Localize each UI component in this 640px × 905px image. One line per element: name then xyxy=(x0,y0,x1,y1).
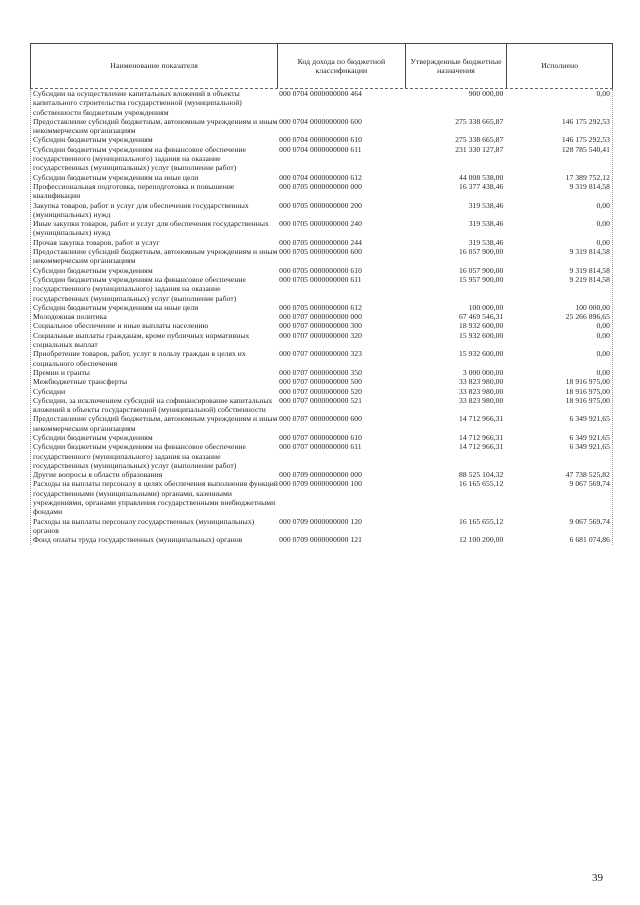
header-code: Код дохода по бюджетной классификации xyxy=(278,44,406,88)
row-approved: 33 823 980,00 xyxy=(459,386,504,396)
table-body xyxy=(30,89,613,545)
table-row xyxy=(31,238,612,247)
row-executed: 9 319 814,58 xyxy=(569,181,610,191)
table-row xyxy=(31,349,612,368)
row-code: 000 0707 0000000000 000 xyxy=(279,312,362,322)
row-executed: 6 681 074,86 xyxy=(569,535,610,545)
row-code: 000 0705 0000000000 612 xyxy=(279,302,362,312)
row-code: 000 0707 0000000000 350 xyxy=(279,367,362,377)
row-code: 000 0704 0000000000 600 xyxy=(279,116,362,126)
row-approved: 88 525 104,32 xyxy=(459,470,504,480)
row-executed: 6 349 921,65 xyxy=(569,432,610,442)
row-executed: 100 000,00 xyxy=(575,302,610,312)
table-row xyxy=(31,387,612,396)
row-executed: 9 067 569,74 xyxy=(569,479,610,489)
row-name: Предоставление субсидий бюджетным, автономным учреждениям и иным некоммерческим организациям xyxy=(33,414,278,433)
table-row xyxy=(31,442,612,470)
header-name: Наименование показателя xyxy=(31,44,278,88)
row-name: Закупка товаров, работ и услуг для обеспечения государственных (муниципальных) нужд xyxy=(33,200,249,219)
table-row xyxy=(31,117,612,136)
header-approved: Утвержденные бюджетные назначения xyxy=(406,44,508,88)
row-name: Субсидии, за исключением субсидий на софинансирование капитальных вложений в объекты государственной (муниципальной) собственности xyxy=(33,395,273,415)
row-executed: 0,00 xyxy=(596,349,610,359)
row-executed: 0,00 xyxy=(596,321,610,331)
table-row xyxy=(31,331,612,350)
table-row xyxy=(31,433,612,442)
row-approved: 16 165 655,12 xyxy=(459,479,504,489)
row-approved: 100 000,00 xyxy=(468,302,504,312)
row-executed: 47 738 525,82 xyxy=(565,470,610,480)
row-name: Предоставление субсидий бюджетным, автономным учреждениям и иным некоммерческим организациям xyxy=(33,116,278,136)
row-name: Субсидии бюджетным учреждениям xyxy=(33,265,153,275)
row-approved: 14 712 966,31 xyxy=(459,442,504,452)
table-row xyxy=(31,479,612,516)
row-executed: 17 389 752,12 xyxy=(565,172,610,182)
row-code: 000 0709 0000000000 000 xyxy=(279,470,362,480)
header-executed: Исполнено xyxy=(541,61,579,71)
table-row xyxy=(31,266,612,275)
row-name: Премии и гранты xyxy=(33,367,90,377)
row-name: Другие вопросы в области образования xyxy=(33,470,163,480)
row-executed: 128 785 540,41 xyxy=(561,144,610,154)
table-row xyxy=(31,312,612,321)
table-row xyxy=(31,201,612,220)
table-row xyxy=(31,303,612,312)
row-name: Субсидии бюджетным учреждениям xyxy=(33,135,153,145)
table-row xyxy=(31,535,612,544)
row-code: 000 0707 0000000000 300 xyxy=(279,321,362,331)
row-code: 000 0704 0000000000 464 xyxy=(279,89,362,98)
table-header xyxy=(30,43,613,89)
row-name: Иные закупки товаров, работ и услуг для обеспечения государственных (муниципальных) нужд xyxy=(33,219,269,238)
table-row xyxy=(31,247,612,266)
row-code: 000 0705 0000000000 200 xyxy=(279,200,362,210)
row-code: 000 0705 0000000000 240 xyxy=(279,219,362,229)
row-name: Субсидии xyxy=(33,386,66,396)
row-code: 000 0707 0000000000 600 xyxy=(279,414,362,424)
table-row xyxy=(31,145,612,173)
table-row xyxy=(31,182,612,201)
table-row xyxy=(31,396,612,415)
row-approved: 44 008 538,00 xyxy=(459,172,504,182)
table-row xyxy=(31,275,612,303)
row-name: Предоставление субсидий бюджетным, автономным учреждениям и иным некоммерческим организациям xyxy=(33,247,278,266)
row-name: Приобретение товаров, работ, услуг в пользу граждан в целях их социального обеспечения xyxy=(33,349,246,368)
table-row xyxy=(31,517,612,536)
row-name: Социальные выплаты гражданам, кроме публичных нормативных социальных выплат xyxy=(33,330,250,350)
table-row xyxy=(31,414,612,433)
row-approved: 231 330 127,87 xyxy=(455,144,504,154)
row-approved: 14 712 966,31 xyxy=(459,432,504,442)
row-code: 000 0707 0000000000 610 xyxy=(279,432,362,442)
row-code: 000 0704 0000000000 610 xyxy=(279,135,362,145)
row-executed: 0,00 xyxy=(596,367,610,377)
row-executed: 0,00 xyxy=(596,237,610,247)
table-row xyxy=(31,89,612,117)
row-name: Профессиональная подготовка, переподготовка и повышение квалификации xyxy=(33,181,235,201)
row-executed: 0,00 xyxy=(596,330,610,340)
row-approved: 319 538,46 xyxy=(468,219,504,229)
row-executed: 9 319 814,58 xyxy=(569,265,610,275)
row-code: 000 0707 0000000000 320 xyxy=(279,330,362,340)
row-code: 000 0709 0000000000 120 xyxy=(279,516,362,526)
row-code: 000 0709 0000000000 121 xyxy=(279,535,362,545)
row-executed: 9 219 814,58 xyxy=(569,274,610,284)
row-executed: 18 916 975,00 xyxy=(565,377,610,387)
row-code: 000 0707 0000000000 500 xyxy=(279,377,362,387)
table-row xyxy=(31,219,612,238)
row-name: Молодежная политика xyxy=(33,312,107,322)
row-code: 000 0705 0000000000 244 xyxy=(279,237,362,247)
row-approved: 319 538,46 xyxy=(468,200,504,210)
row-name: Субсидии бюджетным учреждениям на финансовое обеспечение государственного (муниципального) задания на оказание государственных (муниципальных) услуг (выполнение работ) xyxy=(33,144,246,173)
row-name: Социальное обеспечение и иные выплаты населению xyxy=(33,321,209,331)
row-approved: 16 165 655,12 xyxy=(459,516,504,526)
row-code: 000 0704 0000000000 612 xyxy=(279,172,362,182)
row-code: 000 0707 0000000000 611 xyxy=(279,442,362,452)
row-approved: 18 932 600,00 xyxy=(459,321,504,331)
row-executed: 146 175 292,53 xyxy=(561,116,610,126)
row-approved: 12 100 200,00 xyxy=(459,535,504,545)
row-approved: 67 469 546,31 xyxy=(459,312,504,322)
row-code: 000 0707 0000000000 521 xyxy=(279,395,362,405)
row-code: 000 0705 0000000000 611 xyxy=(279,274,362,284)
row-name: Межбюджетные трансферты xyxy=(33,377,128,387)
row-approved: 33 823 980,00 xyxy=(459,395,504,405)
row-approved: 275 338 665,87 xyxy=(455,116,504,126)
row-name: Расходы на выплаты персоналу государственных (муниципальных) органов xyxy=(33,516,255,535)
row-name: Субсидии бюджетным учреждениям на финансовое обеспечение государственного (муниципального) задания на оказание государственных (муниципальных) услуг (выполнение работ) xyxy=(33,274,246,303)
page-number: 39 xyxy=(592,872,603,884)
row-executed: 18 916 975,00 xyxy=(565,395,610,405)
row-code: 000 0705 0000000000 000 xyxy=(279,181,362,191)
table-row xyxy=(31,470,612,479)
row-approved: 33 823 980,00 xyxy=(459,377,504,387)
row-approved: 14 712 966,31 xyxy=(459,414,504,424)
table-row xyxy=(31,173,612,182)
row-approved: 3 000 000,00 xyxy=(462,367,504,377)
row-code: 000 0705 0000000000 600 xyxy=(279,247,362,257)
row-name: Субсидии бюджетным учреждениям на финансовое обеспечение государственного (муниципального) задания на оказание государственных (муниципальных) услуг (выполнение работ) xyxy=(33,442,246,470)
row-code: 000 0709 0000000000 100 xyxy=(279,479,362,489)
row-executed: 0,00 xyxy=(596,219,610,229)
table-row xyxy=(31,135,612,144)
row-code: 000 0707 0000000000 520 xyxy=(279,386,362,396)
table-row xyxy=(31,377,612,386)
row-code: 000 0705 0000000000 610 xyxy=(279,265,362,275)
row-approved: 15 957 900,00 xyxy=(459,274,504,284)
table-row xyxy=(31,368,612,377)
row-name: Субсидии бюджетным учреждениям на иные цели xyxy=(33,302,199,312)
row-code: 000 0707 0000000000 323 xyxy=(279,349,362,359)
row-executed: 146 175 292,53 xyxy=(561,135,610,145)
row-approved: 900 000,00 xyxy=(468,89,504,98)
row-approved: 319 538,46 xyxy=(468,237,504,247)
row-name: Субсидии на осуществление капитальных вложений в объекты капитального строительства государственной (муниципальной) собственности бюджетным учреждениям xyxy=(33,89,242,117)
row-executed: 6 349 921,65 xyxy=(569,414,610,424)
row-executed: 0,00 xyxy=(596,200,610,210)
budget-table xyxy=(30,43,613,545)
row-name: Прочая закупка товаров, работ и услуг xyxy=(33,237,160,247)
row-executed: 25 266 896,65 xyxy=(565,312,610,322)
row-approved: 16 377 438,46 xyxy=(459,181,504,191)
row-executed: 6 349 921,65 xyxy=(569,442,610,452)
row-approved: 15 932 600,00 xyxy=(459,349,504,359)
row-executed: 9 319 814,58 xyxy=(569,247,610,257)
row-name: Субсидии бюджетным учреждениям xyxy=(33,432,153,442)
row-approved: 16 057 900,00 xyxy=(459,247,504,257)
row-executed: 9 067 569,74 xyxy=(569,516,610,526)
row-executed: 18 916 975,00 xyxy=(565,386,610,396)
row-executed: 0,00 xyxy=(596,89,610,98)
row-name: Расходы на выплаты персоналу в целях обеспечения выполнения функций государственными (муниципальными) органами, казенными учреждениями, органами управления государственными внебюджетными фондами xyxy=(33,479,278,517)
row-approved: 15 932 600,00 xyxy=(459,330,504,340)
row-approved: 275 338 665,87 xyxy=(455,135,504,145)
row-name: Субсидии бюджетным учреждениям на иные цели xyxy=(33,172,199,182)
table-row xyxy=(31,321,612,330)
row-approved: 16 057 900,00 xyxy=(459,265,504,275)
row-name: Фонд оплаты труда государственных (муниципальных) органов xyxy=(33,535,243,545)
row-code: 000 0704 0000000000 611 xyxy=(279,144,362,154)
